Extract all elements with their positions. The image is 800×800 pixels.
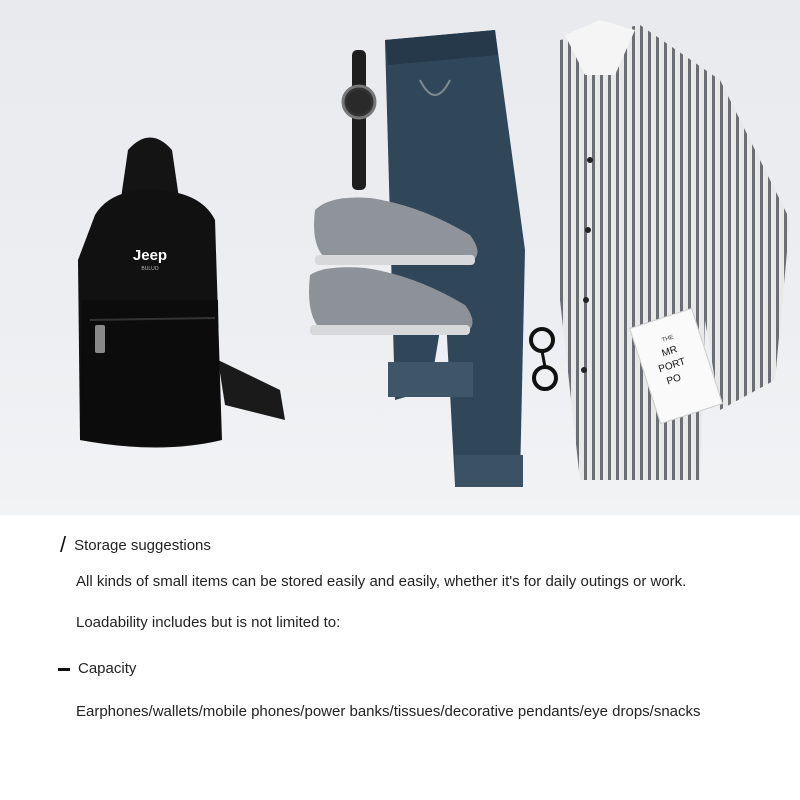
sling-bag [78,138,285,448]
storage-heading-text: Storage suggestions [74,537,211,554]
storage-heading [60,530,211,556]
jeep-logo-text: Jeep [132,247,168,264]
dash-icon [58,668,70,671]
book-line-2: MR [660,344,679,360]
book-line-1: THE [661,334,675,344]
capacity-items: Earphones/wallets/mobile phones/power banks/tissues/decorative pendants/eye drops/snacks [76,703,701,720]
capacity-heading-text: Capacity [78,660,137,677]
storage-line-2: Loadability includes but is not limited to: [76,614,341,631]
jeep-logo-sub: BULUO [141,266,159,272]
description-section [0,515,800,800]
book-line-4: PO [665,372,683,388]
book-line-3: PORT [657,356,687,376]
storage-line-1: All kinds of small items can be stored easily and easily, whether it's for daily outings or work. [76,573,687,590]
capacity-heading [58,660,136,677]
slash-icon: / [60,532,67,557]
glasses [531,329,556,389]
watch [343,50,375,190]
